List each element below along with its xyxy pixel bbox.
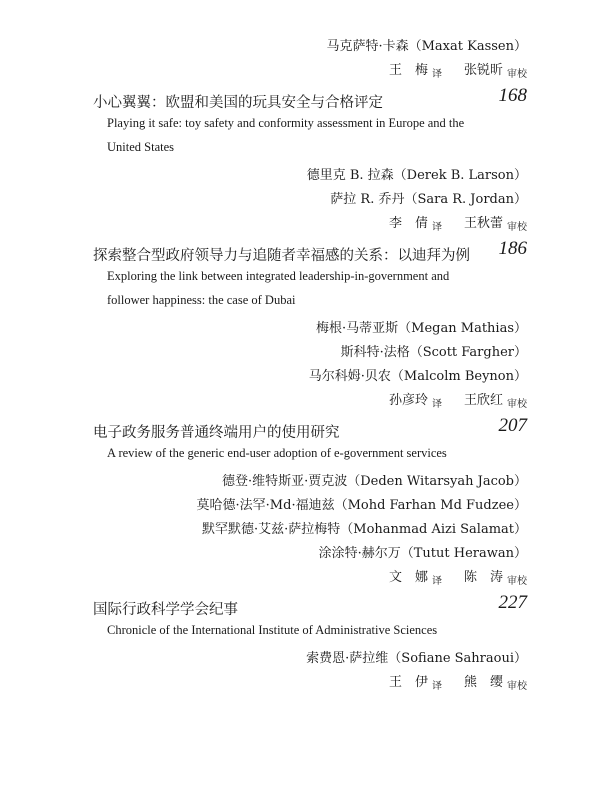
author-line: 马尔科姆·贝农（Malcolm Beynon） xyxy=(308,369,527,384)
reviewer-name: 王秋蕾 xyxy=(463,216,503,231)
page-number: 168 xyxy=(498,85,527,106)
reviewer-name: 张锐昕 xyxy=(463,63,503,78)
article-title-en: Chronicle of the International Institute of Administrative Sciences xyxy=(107,623,438,637)
article-title-en: follower happiness: the case of Dubai xyxy=(107,293,296,307)
reviewer-role: 审校 xyxy=(507,399,527,410)
author-line: 德登·维特斯亚·贾克波（Deden Witarsyah Jacob） xyxy=(221,474,527,489)
reviewer-role: 审校 xyxy=(507,681,527,692)
author-line: 斯科特·法格（Scott Fargher） xyxy=(340,345,527,360)
translator-name: 王 梅 xyxy=(388,63,428,78)
translator-role: 译 xyxy=(431,399,442,410)
translator-role: 译 xyxy=(431,69,442,80)
article-title-en: Playing it safe: toy safety and conformity assessment in Europe and the xyxy=(107,116,465,130)
article-title-cn: 小心翼翼：欧盟和美国的玩具安全与合格评定 xyxy=(93,95,383,111)
author-line: 默罕默德·艾兹·萨拉梅特（Mohanmad Aizi Salamat） xyxy=(202,522,527,537)
article-title-en: Exploring the link between integrated leadership-in-government and xyxy=(107,269,450,283)
page-number: 186 xyxy=(498,238,527,259)
translator-role: 译 xyxy=(431,576,442,587)
reviewer-name: 陈 涛 xyxy=(463,570,503,585)
page-number: 227 xyxy=(498,592,527,613)
translator-role: 译 xyxy=(431,222,442,233)
author-line: 梅根·马蒂亚斯（Megan Mathias） xyxy=(316,321,527,336)
article-title-cn: 电子政务服务普通终端用户的使用研究 xyxy=(93,425,340,441)
author-line: 德里克 B. 拉森（Derek B. Larson） xyxy=(306,168,527,183)
translator-reviewer-line xyxy=(389,566,527,585)
translator-name: 王 伊 xyxy=(388,675,428,690)
article-title-cn: 国际行政科学学会纪事 xyxy=(93,602,238,618)
page-number: 207 xyxy=(498,415,527,436)
translator-reviewer-line xyxy=(389,212,527,231)
translator-name: 文 娜 xyxy=(388,570,428,585)
author-line: 莫哈德·法罕·Md·福迪兹（Mohd Farhan Md Fudzee） xyxy=(196,498,527,513)
article-title-en: A review of the generic end-user adoption of e-government services xyxy=(107,446,447,460)
translator-role: 译 xyxy=(431,681,442,692)
article-title-en: United States xyxy=(107,140,175,154)
translator-name: 李 倩 xyxy=(388,216,428,231)
reviewer-role: 审校 xyxy=(507,576,527,587)
translator-reviewer-line xyxy=(389,59,527,78)
reviewer-role: 审校 xyxy=(507,69,527,80)
author-line: 索费恩·萨拉维（Sofiane Sahraoui） xyxy=(306,651,527,666)
reviewer-name: 王欣红 xyxy=(463,393,503,408)
author-line: 萨拉 R. 乔丹（Sara R. Jordan） xyxy=(330,192,527,207)
reviewer-name: 熊 缨 xyxy=(463,675,503,690)
translator-name: 孙彦玲 xyxy=(388,393,428,408)
reviewer-role: 审校 xyxy=(507,222,527,233)
translator-reviewer-line xyxy=(389,671,527,690)
author-line: 涂涂特·赫尔万（Tutut Herawan） xyxy=(318,546,527,561)
translator-reviewer-line xyxy=(389,389,527,408)
author-line: 马克萨特·卡森（Maxat Kassen） xyxy=(326,39,527,54)
article-title-cn: 探索整合型政府领导力与追随者幸福感的关系：以迪拜为例 xyxy=(93,248,470,264)
